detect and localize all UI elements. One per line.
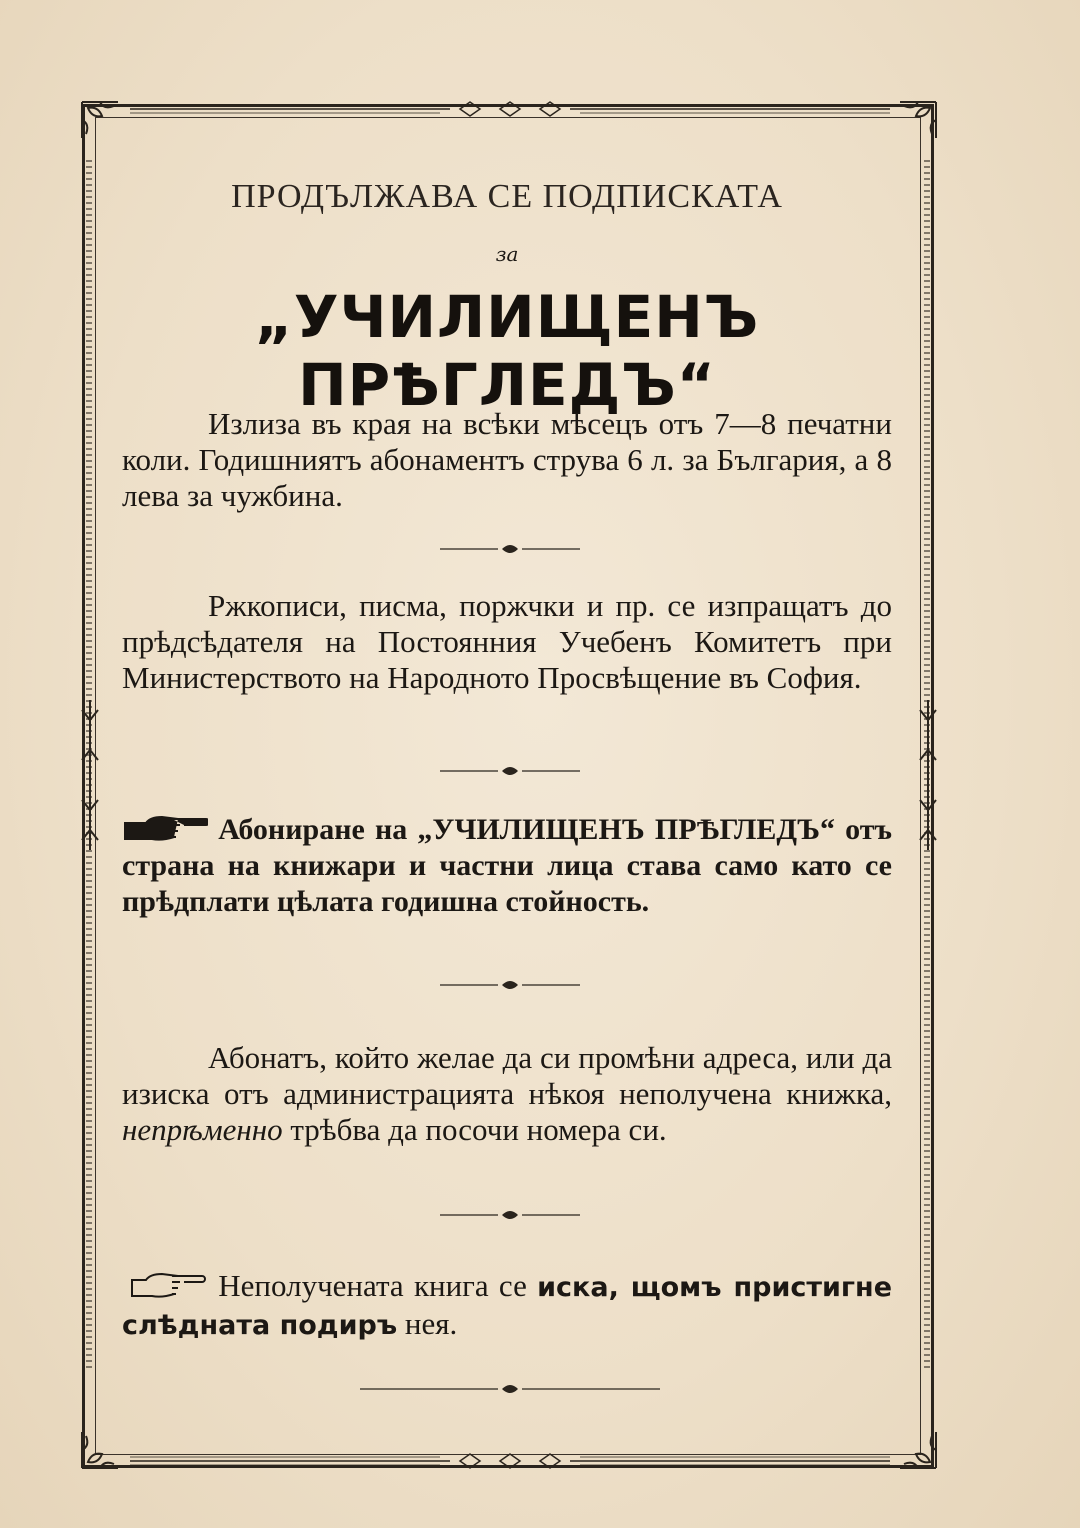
paragraph-publication-info (122, 406, 892, 514)
pointing-hand-icon (122, 813, 208, 843)
separator-ornament-icon (440, 978, 580, 992)
emphasis-text: непрѣменно (122, 1112, 283, 1147)
subscription-heading: ПРОДЪЛЖАВА СЕ ПОДПИСКАТА (231, 178, 783, 215)
journal-title: „УЧИЛИЩЕНЪ ПРѢГЛЕДЪ“ (254, 283, 760, 419)
paragraph-text: Абонатъ, който желае да си промѣни адреса, или да изиска отъ администрацията нѣкоя неполучена книжка, (122, 1040, 892, 1111)
paragraph-manuscripts (122, 588, 892, 696)
bottom-border-ornament-icon (120, 1452, 900, 1470)
paragraph-missing-book (122, 1268, 892, 1344)
paragraph-text: Неполучената книга се (218, 1268, 527, 1303)
top-border-ornament-icon (120, 100, 900, 118)
paragraph-text: трѣбва да посочи номера си. (290, 1112, 667, 1147)
separator-ornament-icon (360, 1382, 660, 1396)
corner-ornament-icon (78, 98, 122, 142)
bold-text: иска, щомъ пристигне слѣдната подиръ (122, 1272, 893, 1341)
for-word: за (495, 242, 519, 266)
paragraph-text: нея. (404, 1306, 458, 1341)
paragraph-booksellers (122, 812, 892, 920)
pointing-hand-outline-icon (122, 1270, 208, 1300)
corner-ornament-icon (78, 1428, 122, 1472)
separator-ornament-icon (440, 1208, 580, 1222)
paragraph-address-change (122, 1040, 892, 1148)
side-ornament-icon (918, 700, 938, 850)
paragraph-text: Ржкописи, писма, поржчки и пр. се изпращатъ до прѣдсѣдателя на Постоянния Учебенъ Комитетъ при Министерството на Народното Просвѣщение въ София. (122, 588, 892, 695)
corner-ornament-icon (896, 1428, 940, 1472)
side-ornament-icon (80, 700, 100, 850)
corner-ornament-icon (896, 98, 940, 142)
separator-ornament-icon (440, 764, 580, 778)
separator-ornament-icon (440, 542, 580, 556)
paragraph-text: Абониране на „УЧИЛИЩЕНЪ ПРѢГЛЕДЪ“ отъ страна на книжари и частни лица става само като се прѣдплати цѣлата годишна стойность. (122, 813, 893, 918)
paragraph-text: Излиза въ края на всѣки мѣсецъ отъ 7—8 печатни коли. Годишниятъ абонаментъ струва 6 л. за България, а 8 лева за чужбина. (122, 406, 892, 513)
